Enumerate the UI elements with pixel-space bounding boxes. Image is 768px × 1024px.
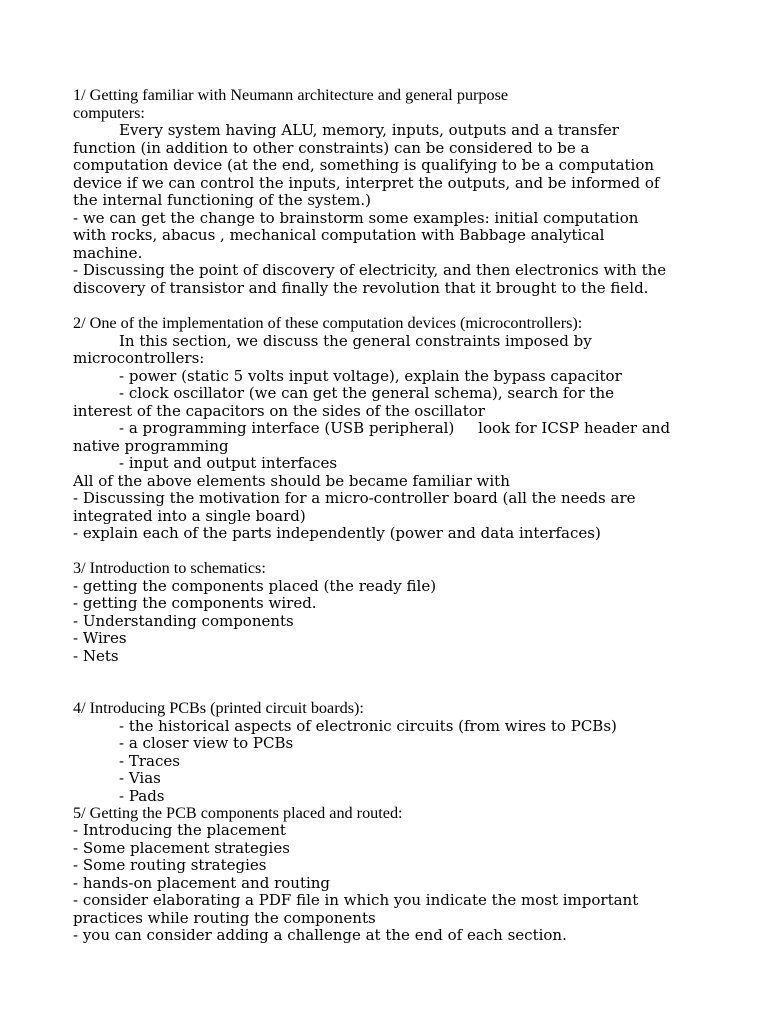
section-2-text-line: In this section, we discuss the general constraints imposed by	[119, 331, 592, 350]
section-1-heading-line-1: 1/ Getting familiar with Neumann architecture and general purpose	[73, 86, 509, 104]
section-3-text-line: - getting the components placed (the ready file)	[73, 576, 437, 595]
section-4-text-line: - Vias	[119, 769, 161, 787]
section-2-text-line: - clock oscillator (we can get the general schema), search for the	[119, 384, 614, 402]
section-3-text-line: - Wires	[73, 629, 127, 647]
section-4-text-line: - Pads	[119, 786, 165, 805]
section-2-text-line: integrated into a single board)	[73, 506, 306, 525]
section-2-text-line: - Discussing the motivation for a micro-controller board (all the needs are	[73, 489, 636, 507]
section-2-text-line: - a programming interface (USB peripheral) look for ICSP header and	[119, 419, 671, 437]
section-5-text-line: - consider elaborating a PDF file in which you indicate the most important	[73, 891, 639, 909]
section-1-text-line: machine.	[73, 243, 143, 262]
section-1-text-line: computation device (at the end, something is qualifying to be a computation	[73, 156, 655, 174]
section-5-text-line: - Some routing strategies	[73, 856, 267, 874]
section-1-text-line: device if we can control the inputs, interpret the outputs, and be informed of	[73, 173, 660, 192]
section-1-text-line: - Discussing the point of discovery of electricity, and then electronics with the	[73, 261, 667, 279]
section-2-text-line: microcontrollers:	[73, 349, 205, 367]
section-1-text-line: discovery of transistor and finally the revolution that it brought to the field.	[73, 278, 649, 297]
section-2-text-line: native programming	[73, 436, 229, 455]
section-3-text-line: - Nets	[73, 646, 119, 665]
section-1-text-line: - we can get the change to brainstorm some examples: initial computation	[73, 208, 639, 227]
section-5-text-line: - hands-on placement and routing	[73, 873, 331, 892]
section-5-text-line: practices while routing the components	[73, 908, 376, 927]
section-5-text-line: - Introducing the placement	[73, 821, 286, 839]
section-2-text-line: - power (static 5 volts input voltage), explain the bypass capacitor	[119, 366, 622, 385]
section-4-text-line: - a closer view to PCBs	[119, 734, 294, 752]
section-5-text-line: - you can consider adding a challenge at the end of each section.	[73, 926, 567, 944]
section-4-text-line: - Traces	[119, 751, 180, 770]
section-4-text-line: - the historical aspects of electronic circuits (from wires to PCBs)	[119, 716, 617, 735]
section-1-text-line: with rocks, abacus , mechanical computation with Babbage analytical	[73, 226, 605, 244]
section-3-text-line: - Understanding components	[73, 611, 294, 630]
section-4-heading: 4/ Introducing PCBs (printed circuit boards):	[73, 699, 364, 717]
section-1-text-line: function (in addition to other constraints) can be considered to be a	[73, 138, 590, 157]
section-1-heading-line-2: computers:	[73, 104, 145, 122]
section-5-text-line: - Some placement strategies	[73, 838, 290, 857]
section-2-text-line: All of the above elements should be became familiar with	[73, 471, 510, 490]
section-1-text-line: the internal functioning of the system.)	[73, 191, 371, 209]
section-3-text-line: - getting the components wired.	[73, 594, 317, 612]
section-2-text-line: - input and output interfaces	[119, 454, 338, 472]
section-3-heading: 3/ Introduction to schematics:	[73, 559, 266, 577]
section-2-heading: 2/ One of the implementation of these computation devices (microcontrollers):	[73, 314, 583, 332]
section-5-heading: 5/ Getting the PCB components placed and routed:	[73, 804, 403, 822]
section-1-text-line: Every system having ALU, memory, inputs, outputs and a transfer	[119, 121, 619, 139]
section-2-text-line: - explain each of the parts independently (power and data interfaces)	[73, 524, 601, 542]
section-2-text-line: interest of the capacitors on the sides of the oscillator	[73, 401, 485, 420]
